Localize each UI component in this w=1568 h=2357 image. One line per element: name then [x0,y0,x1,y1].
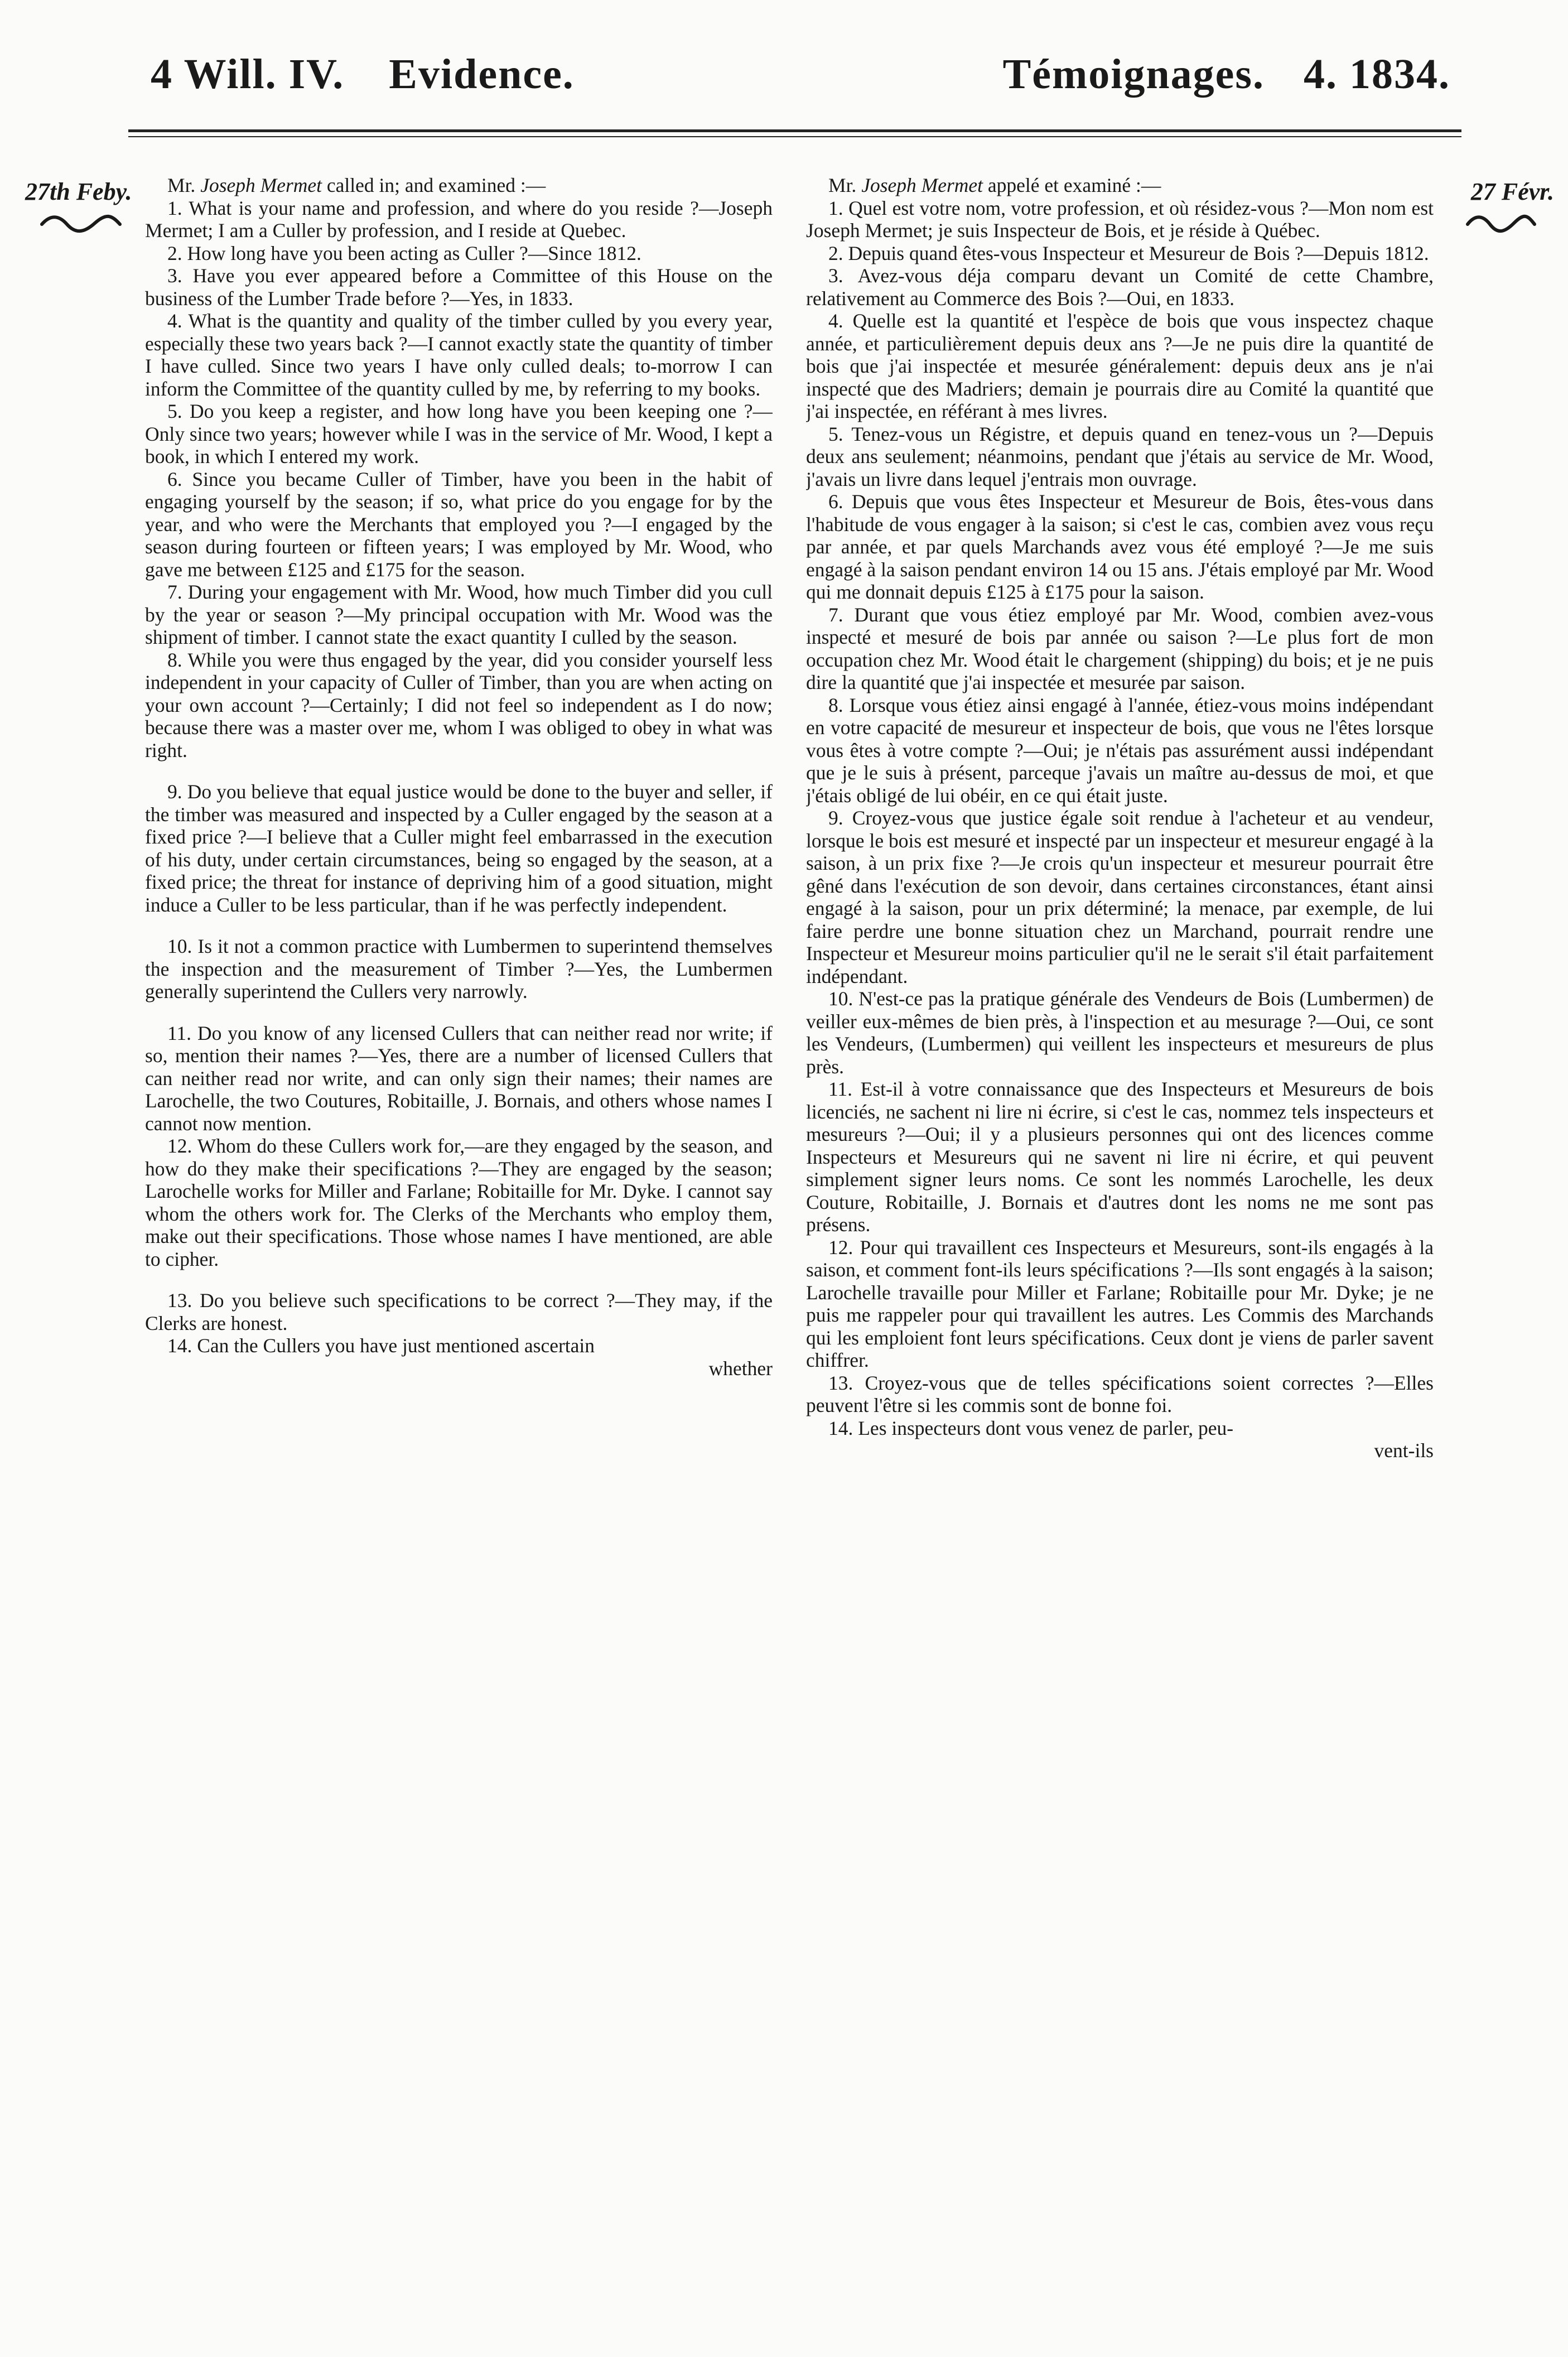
english-q5: 5. Do you keep a register, and how long have you been keeping one ?—Only since two years; however while I was in the service of Mr. Wood, I kept a book, in which I entered my work. [145,400,773,467]
french-column [806,174,1434,2339]
english-q2: 2. How long have you been acting as Culler ?—Since 1812. [167,242,641,264]
french-q10: 10. N'est-ce pas la pratique générale des Vendeurs de Bois (Lumbermen) de veiller eux-mêmes de bien près, à l'inspection et au mesurage ?—Oui, ce sont les Vendeurs, (Lumbermen) qui veillent les inspecteurs et mesureurs de plus près. [806,987,1434,1078]
witness-name-fr: Joseph Mermet [861,174,983,196]
header-rule-thick [128,129,1461,132]
english-q1: 1. What is your name and profession, and where do you reside ?—Joseph Mermet; I am a Culler by profession, and I reside at Quebec. [145,196,773,242]
french-q5: 5. Tenez-vous un Régistre, et depuis quand en tenez-vous un ?—Depuis deux ans seulement; néanmoins, pendant que j'étais au service de Mr. Wood, j'avais un livre dans lequel j'entrais mon ouvrage. [806,422,1434,490]
margin-date-english: 27th Feby. [25,178,132,205]
french-intro: Mr. Joseph Mermet appelé et examiné :— [828,174,1161,196]
english-q13: 13. Do you believe such specifications to be correct ?—They may, if the Clerks are honest. [145,1289,773,1334]
french-q8: 8. Lorsque vous étiez ainsi engagé à l'année, étiez-vous moins indépendant en votre capacité de mesureur et inspecteur de bois, que vous ne l'êtes lorsque vous êtes à votre compte ?—Oui; je n'étais pas assurément aussi indépendant que je le suis à présent, parceque j'avais un maître au-dessus de moi, et que j'étais obligé de lui obéir, en ce qui était juste. [806,693,1434,807]
french-q4: 4. Quelle est la quantité et l'espèce de bois que vous inspectez chaque année, et particulièrement depuis deux ans ?—Je ne puis dire la quantité de bois que j'ai inspectée et mesurée généralement: depuis deux ans je n'ai inspecté que des Madriers; demain je pourrais dire au Comité la quantité que j'ai inspectée, en référant à mes livres. [806,310,1434,422]
french-q6: 6. Depuis que vous êtes Inspecteur et Mesureur de Bois, êtes-vous dans l'habitude de vous engager à la saison; si c'est le cas, combien avez vous reçu par année, et par quels Marchands avez vous été employé ?—Je me suis engagé à la saison pendant environ 14 ou 15 ans. J'étais employé par Mr. Wood qui me donnait depuis £125 à £175 pour la saison. [806,490,1434,603]
english-q7: 7. During your engagement with Mr. Wood, how much Timber did you cull by the year or season ?—My principal occupation with Mr. Wood was the shipment of timber. I cannot state the exact quantity I culled by the season. [145,581,773,648]
margin-date-french: 27 Févr. [1470,178,1554,205]
french-q1: 1. Quel est votre nom, votre profession, et où résidez-vous ?—Mon nom est Joseph Mermet; je suis Inspecteur de Bois, et je réside à Québec. [806,196,1434,242]
english-q3: 3. Have you ever appeared before a Committee of this House on the business of the Lumber Trade before ?—Yes, in 1833. [145,264,773,310]
header-reign: 4 Will. IV. [151,51,345,98]
french-q3: 3. Avez-vous déja comparu devant un Comité de cette Chambre, relativement au Commerce des Bois ?—Oui, en 1833. [806,264,1434,310]
french-q14: 14. Les inspecteurs dont vous venez de parler, peu- [828,1416,1234,1439]
english-q11: 11. Do you know of any licensed Cullers that can neither read nor write; if so, mention their names ?—Yes, there are a number of licensed Cullers that can neither read nor write, and can only sign their names; their names are Larochelle, the two Coutures, Robitaille, J. Bornais, and others whose names I cannot now mention. [145,1021,773,1135]
header-year: 4. 1834. [1304,51,1450,98]
english-catchword: whether [708,1357,773,1380]
header-left [151,50,575,99]
french-catchword: vent-ils [1374,1439,1434,1462]
english-q8: 8. While you were thus engaged by the year, did you consider yourself less independent in your capacity of Culler of Timber, than you are when acting on your own account ?—Certainly; I did not feel so independent as I do now; because there was a master over me, whom I was obliged to obey in what was right. [145,648,773,761]
french-q2: 2. Depuis quand êtes-vous Inspecteur et Mesureur de Bois ?—Depuis 1812. [828,242,1429,264]
english-q4: 4. What is the quantity and quality of the timber culled by you every year, especially these two years back ?—I cannot exactly state the quantity of timber I have culled. Since two years I have only culled deals; to-morrow I can inform the Committee of the quantity culled by me, by referring to my books. [145,310,773,400]
header-right [1003,50,1450,99]
french-q11: 11. Est-il à votre connaissance que des Inspecteurs et Mesureurs de bois licenciés, ne sachent ni lire ni écrire, si c'est le cas, nommez tels inspecteurs et mesureurs ?—Oui; il y a plusieurs personnes qui ont des licences comme Inspecteurs et Mesureurs qui ne savent ni lire ni écrire, et qui peuvent simplement signer leurs noms. Ce sont les nommés Larochelle, les deux Couture, Robitaille, J. Bornais et d'autres dont les noms ne me sont pas présens. [806,1078,1434,1236]
english-column [145,174,773,2339]
french-q9: 9. Croyez-vous que justice égale soit rendue à l'acheteur et au vendeur, lorsque le bois est mesuré et inspecté par un inspecteur et mesureur engagé à la saison, à un prix fixe ?—Je crois qu'un inspecteur et mesureur pourrait être gêné dans l'exécution de son devoir, dans certaines circonstances, étant ainsi engagé à la saison, pour un prix déterminé; la menace, par exemple, de lui faire perdre une bonne situation chez un Marchand, pourrait rendre une Inspecteur et Mesureur moins particulier qu'il ne le serait s'il était parfaitement indépendant. [806,807,1434,987]
witness-name: Joseph Mermet [200,174,322,196]
english-q9: 9. Do you believe that equal justice would be done to the buyer and seller, if the timber was measured and inspected by a Culler engaged by the season at a fixed price ?—I believe that a Culler might feel embarrassed in the execution of his duty, under certain circumstances, being so engaged by the season, at a fixed price; the threat for instance of depriving him of a good situation, might induce a Culler to be less particular, than if he was perfectly independent. [145,780,773,916]
french-q7: 7. Durant que vous étiez employé par Mr. Wood, combien avez-vous inspecté et mesuré de bois par année ou saison ?—Le plus fort de mon occupation chez Mr. Wood était le chargement (shipping) du bois; et je ne puis dire la quantité que j'ai inspectée et mesurée par saison. [806,603,1434,693]
swash-ornament-right-icon [1465,212,1537,234]
running-header [151,45,1450,128]
english-q10: 10. Is it not a common practice with Lumbermen to superintend themselves the inspection and the measurement of Timber ?—Yes, the Lumbermen generally superintend the Cullers very narrowly. [145,935,773,1002]
english-q14: 14. Can the Cullers you have just mentioned ascertain [167,1334,595,1357]
header-rule-thin [128,136,1461,137]
english-intro: Mr. Joseph Mermet called in; and examined :— [167,174,546,196]
header-temoignages: Témoignages. [1002,51,1265,98]
french-q13: 13. Croyez-vous que de telles spécifications soient correctes ?—Elles peuvent l'être si les commis sont de bonne foi. [806,1371,1434,1416]
swash-ornament-left-icon [39,212,123,234]
english-q6: 6. Since you became Culler of Timber, have you been in the habit of engaging yourself by the season; if so, what price do you engage for by the year, and who were the Merchants that employed you ?—I engaged by the season during fourteen or fifteen years; I was employed by Mr. Wood, who gave me between £125 and £175 for the season. [145,467,773,581]
header-evidence: Evidence. [389,51,575,98]
english-q12: 12. Whom do these Cullers work for,—are they engaged by the season, and how do they make their specifications ?—They are engaged by the season; Larochelle works for Miller and Farlane; Robitaille for Mr. Dyke. I cannot say whom the others work for. The Clerks of the Merchants who employ them, make out their specifications. Those whose names I have mentioned, are able to cipher. [145,1135,773,1270]
french-q12: 12. Pour qui travaillent ces Inspecteurs et Mesureurs, sont-ils engagés à la saison, et comment font-ils leurs spécifications ?—Ils sont engagés à la saison; Larochelle travaille pour Miller et Farlane; Robitaille pour Mr. Dyke; je ne puis me rappeler pour qui travaillent les autres. Les Commis des Marchands qui les emploient font leurs spécifications. Ceux dont je viens de parler savent chiffrer. [806,1236,1434,1371]
